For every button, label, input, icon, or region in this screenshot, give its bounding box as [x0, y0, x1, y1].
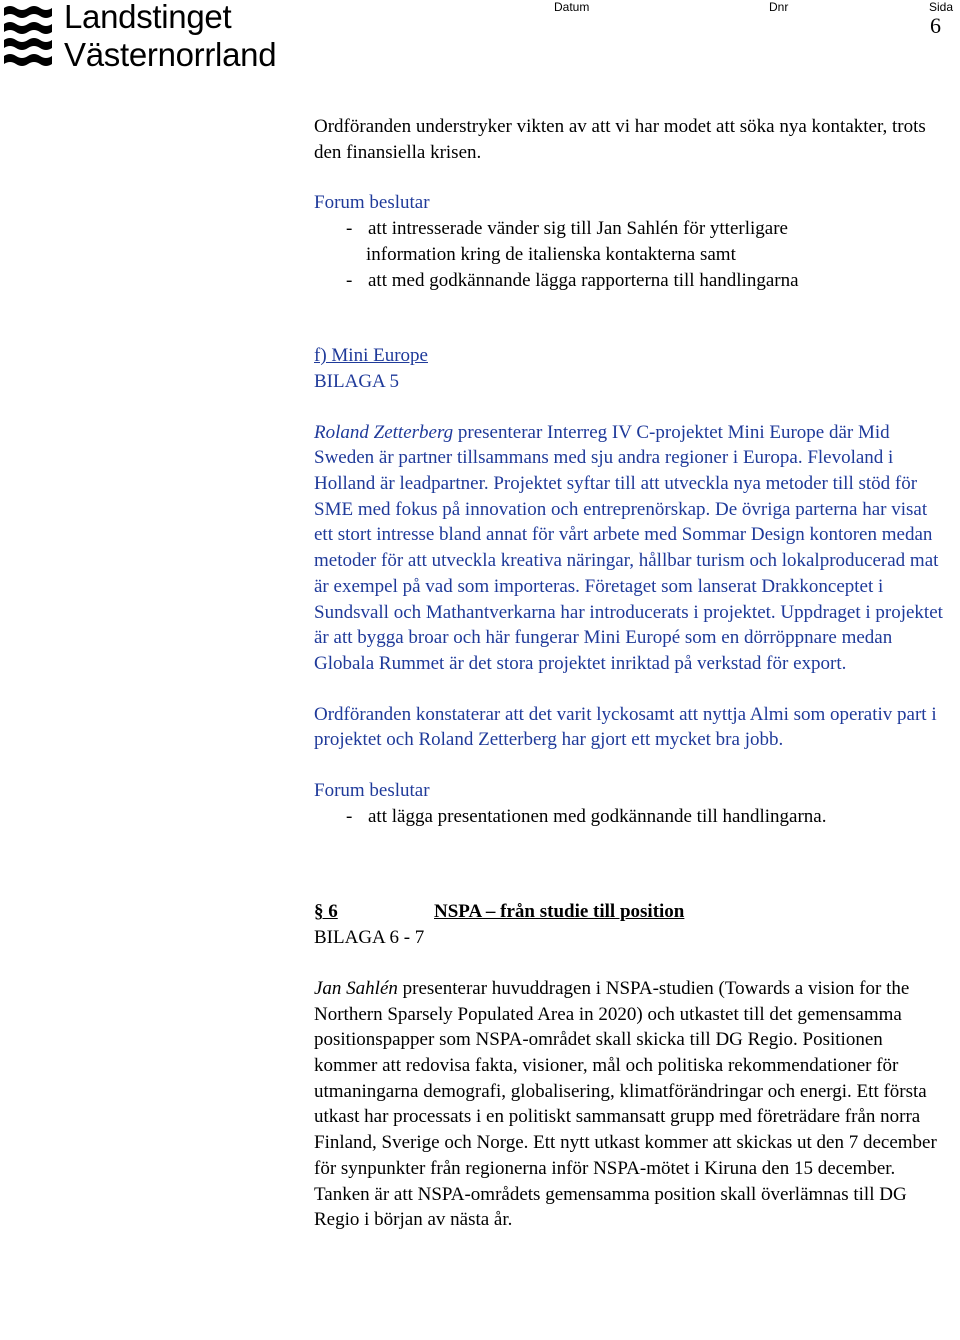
- paragraph: Jan Sahlén presenterar huvuddragen i NSPA-studien (Towards a vision for the Northern Sparsely Populated Area in 2020) och utkastet till det gemensamma positionspapper som NSPA-området skall skicka till DG Regio. Positionen kommer att redovisa fakta, visioner, mål och politiska rekommendationer för utmaningarna demografi, globalisering, klimatförändringar och energi. Ett första utkast har processats i en politiskt sammansatt grupp med företrädare från norra Finland, Sverige och Norge. Ett nytt utkast kommer att skickas ut den 7 december för synpunkter från regionerna inför NSPA-mötet i Kiruna den 15 december. Tanken är att NSPA-områdets gemensamma position skall överlämnas till DG Regio i början av nästa år.: [314, 977, 937, 1231]
- sida-label: Sida: [929, 0, 954, 14]
- decision-item: - att lägga presentationen med godkännande till handlingarna.: [346, 805, 827, 827]
- subsection-heading: f) Mini Europe: [314, 345, 428, 367]
- paragraph: Ordföranden understryker vikten av att vi har modet att söka nya kontakter, trots den finansiella krisen.: [314, 116, 926, 163]
- page-number: 6: [930, 13, 941, 38]
- decision-heading: Forum beslutar: [314, 780, 430, 802]
- org-name-line1: Landstinget: [64, 0, 232, 35]
- organization-logo: [0, 0, 300, 80]
- decision-item: - att med godkännande lägga rapporterna till handlingarna: [346, 269, 799, 291]
- paragraph: Ordföranden konstaterar att det varit lyckosamt att nyttja Almi som operativ part i projektet och Roland Zetterberg har gjort ett mycket bra jobb.: [314, 703, 937, 751]
- attachment-reference: BILAGA 5: [314, 370, 399, 392]
- section-title: NSPA – från studie till position: [434, 901, 685, 923]
- document-body: [314, 114, 944, 1233]
- section-number: § 6: [314, 901, 338, 923]
- presenter-name: Roland Zetterberg: [314, 421, 454, 443]
- attachment-reference: BILAGA 6 - 7: [314, 927, 425, 949]
- presenter-name: Jan Sahlén: [314, 977, 398, 999]
- dnr-label: Dnr: [769, 0, 789, 14]
- section-heading: [314, 899, 944, 925]
- datum-label: Datum: [554, 0, 590, 14]
- coat-of-arms-icon: [0, 2, 58, 72]
- decision-item-continuation: information kring de italienska kontakterna samt: [366, 243, 736, 265]
- org-name-line2: Västernorrland: [64, 36, 277, 73]
- decision-heading: Forum beslutar: [314, 192, 430, 214]
- decision-item: - att intresserade vänder sig till Jan Sahlén för ytterligare: [346, 218, 788, 240]
- paragraph: Roland Zetterberg presenterar Interreg IV C-projektet Mini Europe där Mid Sweden är partner tillsammans med sju andra regioner i Europa. Flevoland i Holland är leadpartner. Projektet syftar till att utveckla nya metoder till stöd för SME med fokus på innovation och entreprenörskap. De övriga parterna har visat ett stort intresse bland annat för vårt arbete med Sommar Design kontoren medan metoder för att utveckla kreativa näringar, hållbar turism och lokalproducerad mat är exempel på vad som importeras. Företaget som lanserat Drakkonceptet i Sundsvall och Mathantverkarna har introducerats i projektet. Uppdraget i projektet är att bygga broar och här fungerar Mini Europé som en dörröppnare medan Globala Rummet är det stora projektet inriktad på verkstad för export.: [314, 421, 943, 674]
